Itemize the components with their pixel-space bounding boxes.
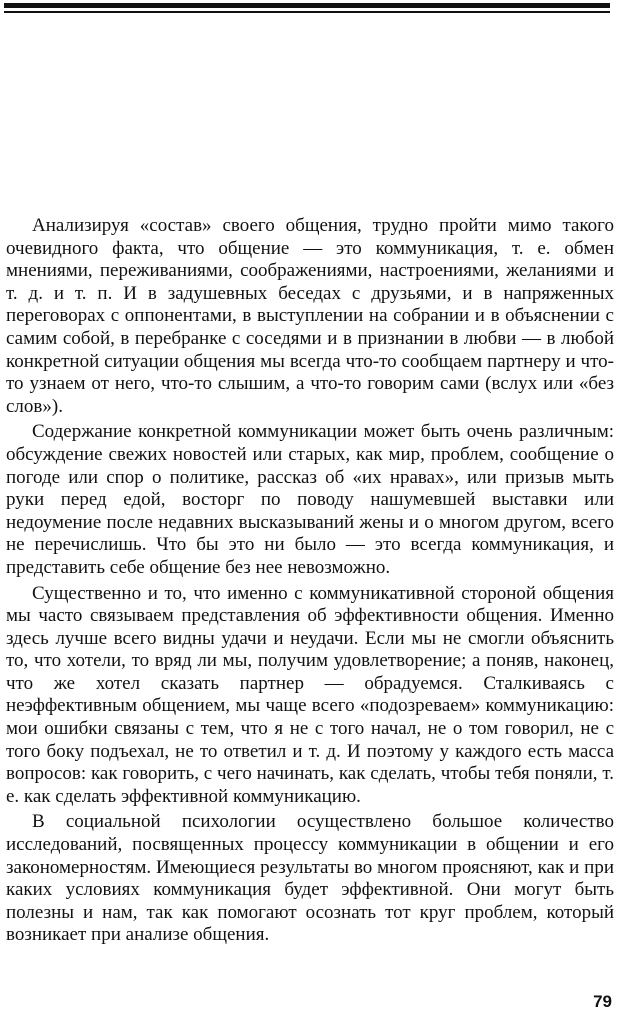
paragraph-3: Существенно и то, что именно с коммуникативной стороной общения мы часто связываем представления об эффективности общения. Именно здесь лучше всего видны удачи и неудачи. Если мы не смогли объяснить то, что хотели, то вряд ли мы, получим удовлетворение; а поняв, наконец, что же хотел сказать партнер — обрадуемся. Сталкиваясь с неэффективным общением, мы чаще всего «подозреваем» коммуникацию: мои ошибки связаны с тем, что я не с того начал, не о том говорил, не с того боку подъехал, не то ответил и т. д. И поэтому у каждого есть масса вопросов: как говорить, с чего начинать, как сделать, чтобы тебя поняли, т. е. как сделать эффективной коммуникацию.	[6, 582, 614, 807]
body-text	[6, 215, 614, 950]
paragraph-2: Содержание конкретной коммуникации может быть очень различным: обсуждение свежих новостей или старых, как мир, проблем, сообщение о погоде или спор о политике, рассказ об «их нравах», или призыв мыть руки перед едой, восторг по поводу нашумевшей выставки или недоумение после недавних высказываний жены и о многом другом, всего не перечислишь. Что бы это ни было — это всегда коммуникация, и представить себе общение без нее невозможно.	[6, 421, 614, 578]
paragraph-1: Анализируя «состав» своего общения, трудно пройти мимо такого очевидного факта, что общение — это коммуникация, т. е. обмен мнениями, переживаниями, соображениями, настроениями, желаниями и т. д. и т. п. И в задушевных беседах с друзьями, и в напряженных переговорах с оппонентами, в выступлении на собрании и в объяснении с самим собой, в перебранке с соседями и в признании в любви — в любой конкретной ситуации общения мы всегда что-то сообщаем партнеру и что-то узнаем от него, что-то слышим, а что-то говорим сами (вслух или «без слов»).	[6, 215, 614, 417]
page-number: 79	[593, 992, 612, 1011]
paragraph-4: В социальной психологии осуществлено большое количество исследований, посвященных процессу коммуникации в общении и его закономерностям. Имеющиеся результаты во многом проясняют, как и при каких условиях коммуникация будет эффективной. Они могут быть полезны и нам, так как помогают осознать тот круг проблем, который возникает при анализе общения.	[6, 811, 614, 946]
header-rule-thin	[4, 11, 610, 13]
header-rule-thick	[4, 3, 610, 8]
